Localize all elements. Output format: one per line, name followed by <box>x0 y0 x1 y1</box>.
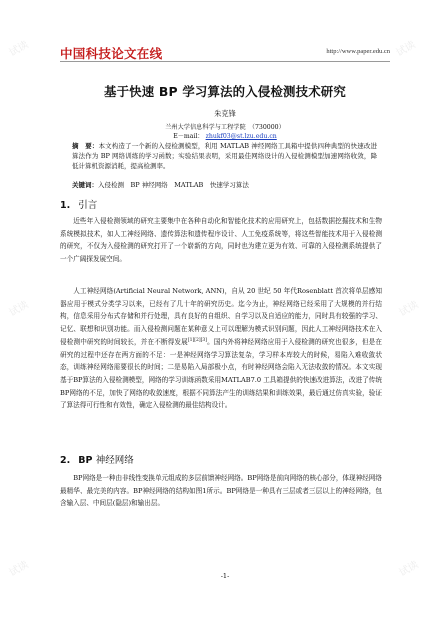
abstract-label: 摘 要： <box>72 142 99 150</box>
header-divider <box>60 61 390 62</box>
paper-affiliation: 兰州大学信息科学与工程学院 （730000） <box>165 124 285 131</box>
site-logo: 中国科技论文在线 <box>60 46 163 61</box>
page-number: -1- <box>220 572 230 580</box>
watermark: 试读 <box>7 39 31 59</box>
paper-title: 基于快速 BP 学习算法的入侵检测技术研究 <box>104 84 346 99</box>
site-url[interactable]: http://www.paper.edu.cn <box>326 48 390 55</box>
watermark: 试读 <box>397 559 421 579</box>
watermark: 试读 <box>394 39 418 59</box>
keywords-text: 入侵检测 BP 神经网络 MATLAB 快速学习算法 <box>98 181 249 189</box>
watermark: 试读 <box>7 559 31 579</box>
keywords-label: 关键词： <box>72 181 98 189</box>
citation-ref[interactable]: [1][2][3] <box>187 337 208 343</box>
body-paragraph: 近些年入侵检测领域的研究主要集中在各种自动化和智能化技术的应用研究上，包括数据挖掘技术和生物系统模拟技术，如人工神经网络、遗传算法和遗传程序设计、人工免疫系统等，将这些智能技术用于入侵检测的研究，不仅为入侵检测的研究打开了一个崭新的方向，同时也为建立更为有效、可靠的入侵检测系统提供了一个广阔探发展空间。 <box>60 217 382 264</box>
watermark: 试读 <box>397 299 421 319</box>
email-link[interactable]: zhukf03@st.lzu.edu.cn <box>205 133 277 140</box>
section-title-bold: BP <box>78 455 93 466</box>
paragraph-text: 。国内外将神经网络应用于入侵检测的研究也很多，但是在研究的过程中还存在两方面的不足：一是神经网络学习算法复杂，学习样本库较大的时候，易陷入难收敛状态，训练神经网络需要很长的时间；二是易陷入局部极小点，有时神经网络会陷入无法收敛的情况。本文实现基于BP算法的入侵检测模型，网络的学习训练函数采用MATLAB7.0 工具箱提供的快速改进算法，改进了传统BP网络的不足，加快了网络的收敛速度，根据不同算法产生的训练结果和训练效果，最后通过仿真实验，验证了算法得可行性和有效性，确定入侵检测的最佳结构设计。 <box>60 337 383 410</box>
page-header <box>60 44 390 60</box>
abstract-text: 本文构造了一个新的入侵检测模型，利用 MATLAB 神经网络工具箱中提供四种典型的快速改进算法作为 BP 网络训练的学习函数；实验结果表明，采用最佳网络设计的入侵检测模型加速网络收敛，降低计算机资源消耗，提高检测率。 <box>72 142 377 170</box>
abstract <box>72 141 377 171</box>
paragraph-text: 人工神经网络(Artificial Neural Network, ANN)，自从 20 世纪 50 年代Rosenblatt 首次将单层感知器应用于模式分类学习以来，已经有了几十年的研究历史。迄今为止，神经网络已经采用了大规模的并行结构，信息采用分布式存储和并行处理，具有良好的自组织、自学习以及自适应的能力，同时具有较强的学习、记忆、联想和识别功能。而入侵检测问题在某种意义上可以理解为模式识别问题，因此人工神经网络技术在入侵检测中研究的时间较长，并在不断得发展 <box>60 287 382 346</box>
watermark: 试读 <box>7 299 31 319</box>
section-number: 1. <box>60 200 71 211</box>
section-heading-2 <box>60 452 134 466</box>
section-title: 神经网络 <box>95 455 134 466</box>
keywords <box>72 180 377 190</box>
section-title: 引言 <box>78 200 98 211</box>
paper-author: 朱克锋 <box>214 109 236 118</box>
body-paragraph: BP网络是一种由非线性变换单元组成的多层前馈神经网络。BP网络是前向网络的核心部分，体现神经网络最精华、最完美的内容。BP神经网络的结构如图1所示。BP网络是一种具有三层或者三层以上的神经网络，包含输入层、中间层(隐层)和输出层。 <box>60 474 382 508</box>
section-heading-1 <box>60 197 97 211</box>
section-number: 2. <box>60 455 71 466</box>
email-label: E－mail： <box>173 133 204 140</box>
body-paragraph <box>60 285 382 412</box>
paper-email-line <box>60 131 390 140</box>
